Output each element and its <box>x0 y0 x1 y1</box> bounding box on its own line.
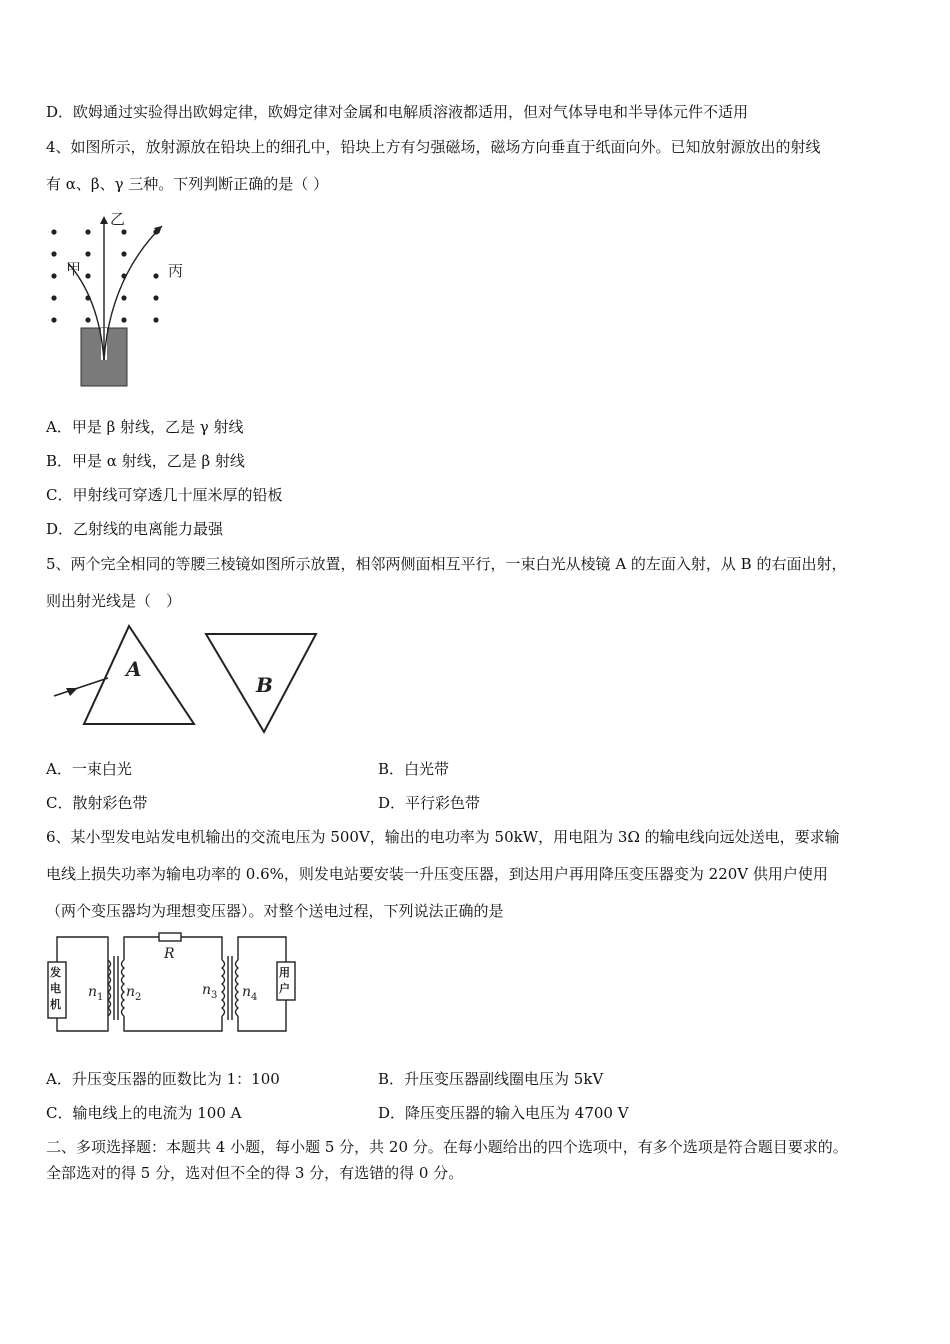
q4-figure-radiation <box>44 208 204 393</box>
section2-instruction-line2: 全部选对的得 5 分，选对但不全的得 3 分，有选错的得 0 分。 <box>46 1164 464 1182</box>
n2-subscript: 2 <box>135 992 142 1003</box>
q6-stem-line1: 6、某小型发电站发电机输出的交流电压为 500V，输出的电功率为 50kW，用电阻为 3Ω 的输电线向远处送电，要求输 <box>46 828 840 846</box>
resistor <box>159 933 181 941</box>
q4-option-a: A．甲是 β 射线，乙是 γ 射线 <box>46 418 244 436</box>
generator-label-3: 机 <box>50 998 61 1011</box>
q4-stem-line2: 有 α、β、γ 三种。下列判断正确的是（ ） <box>46 175 329 193</box>
coil-n3 <box>222 960 225 1016</box>
section2-instruction-line1: 二、多项选择题：本题共 4 小题，每小题 5 分，共 20 分。在每小题给出的四个选项中，有多个选项是符合题目要求的。 <box>46 1138 848 1156</box>
q6-option-a: A．升压变压器的匝数比为 1：100 <box>46 1070 280 1088</box>
n1-label: n <box>88 984 98 1000</box>
q4-option-d: D．乙射线的电离能力最强 <box>46 520 224 538</box>
generator-label-1: 发 <box>50 966 61 979</box>
prism-b-label: B <box>256 673 273 697</box>
user-label-2: 户 <box>279 982 290 995</box>
q6-figure-circuit <box>44 930 304 1040</box>
q4-stem-line1: 4、如图所示，放射源放在铅块上的细孔中，铅块上方有匀强磁场，磁场方向垂直于纸面向外。已知放射源放出的射线 <box>46 138 821 156</box>
label-yi: 乙 <box>110 210 126 228</box>
q6-option-b: B．升压变压器副线圈电压为 5kV <box>378 1070 604 1088</box>
ray-yi-arrow <box>100 216 108 224</box>
user-label-1: 用 <box>279 966 290 979</box>
label-jia: 甲 <box>66 260 82 278</box>
resistor-label: R <box>164 946 175 962</box>
n1-subscript: 1 <box>97 992 104 1003</box>
generator-label-2: 电 <box>50 982 61 995</box>
n3-subscript: 3 <box>211 990 218 1001</box>
generator-wire <box>57 937 108 1031</box>
q5-option-d: D．平行彩色带 <box>378 794 481 812</box>
q4-option-b: B．甲是 α 射线，乙是 β 射线 <box>46 452 245 470</box>
n3-label: n <box>202 982 212 998</box>
label-bing: 丙 <box>168 262 184 280</box>
n4-subscript: 4 <box>251 992 258 1003</box>
q6-option-d: D．降压变压器的输入电压为 4700 V <box>378 1104 629 1122</box>
coil-n4 <box>236 960 239 1016</box>
transmission-bottom <box>124 1016 222 1031</box>
q5-stem-line1: 5、两个完全相同的等腰三棱镜如图所示放置，相邻两侧面相互平行，一束白光从棱镜 A 的左面入射，从 B 的右面出射， <box>46 555 847 573</box>
coil-n2 <box>122 960 125 1016</box>
q6-stem-line3: （两个变压器均为理想变压器）。对整个送电过程，下列说法正确的是 <box>46 902 504 920</box>
user-wire-bottom <box>238 1000 286 1031</box>
transmission-top-right <box>181 937 222 960</box>
q6-option-c: C．输电线上的电流为 100 A <box>46 1104 242 1122</box>
prism-a-label: A <box>126 657 142 681</box>
q5-option-b: B．白光带 <box>378 760 450 778</box>
q5-option-c: C．散射彩色带 <box>46 794 148 812</box>
q5-option-a: A．一束白光 <box>46 760 132 778</box>
transmission-top <box>124 937 159 960</box>
q3-option-d: D．欧姆通过实验得出欧姆定律，欧姆定律对金属和电解质溶液都适用，但对气体导电和半导体元件不适用 <box>46 103 749 121</box>
q5-stem-line2: 则出射光线是（ ） <box>46 592 182 610</box>
user-wire <box>238 937 286 962</box>
q5-figure-prisms <box>44 620 334 745</box>
q4-option-c: C．甲射线可穿透几十厘米厚的铅板 <box>46 486 283 504</box>
n2-label: n <box>126 984 136 1000</box>
q6-stem-line2: 电线上损失功率为输电功率的 0.6%，则发电站要安装一升压变压器，到达用户再用降压变压器变为 220V 供用户使用 <box>46 865 828 883</box>
n4-label: n <box>242 984 252 1000</box>
